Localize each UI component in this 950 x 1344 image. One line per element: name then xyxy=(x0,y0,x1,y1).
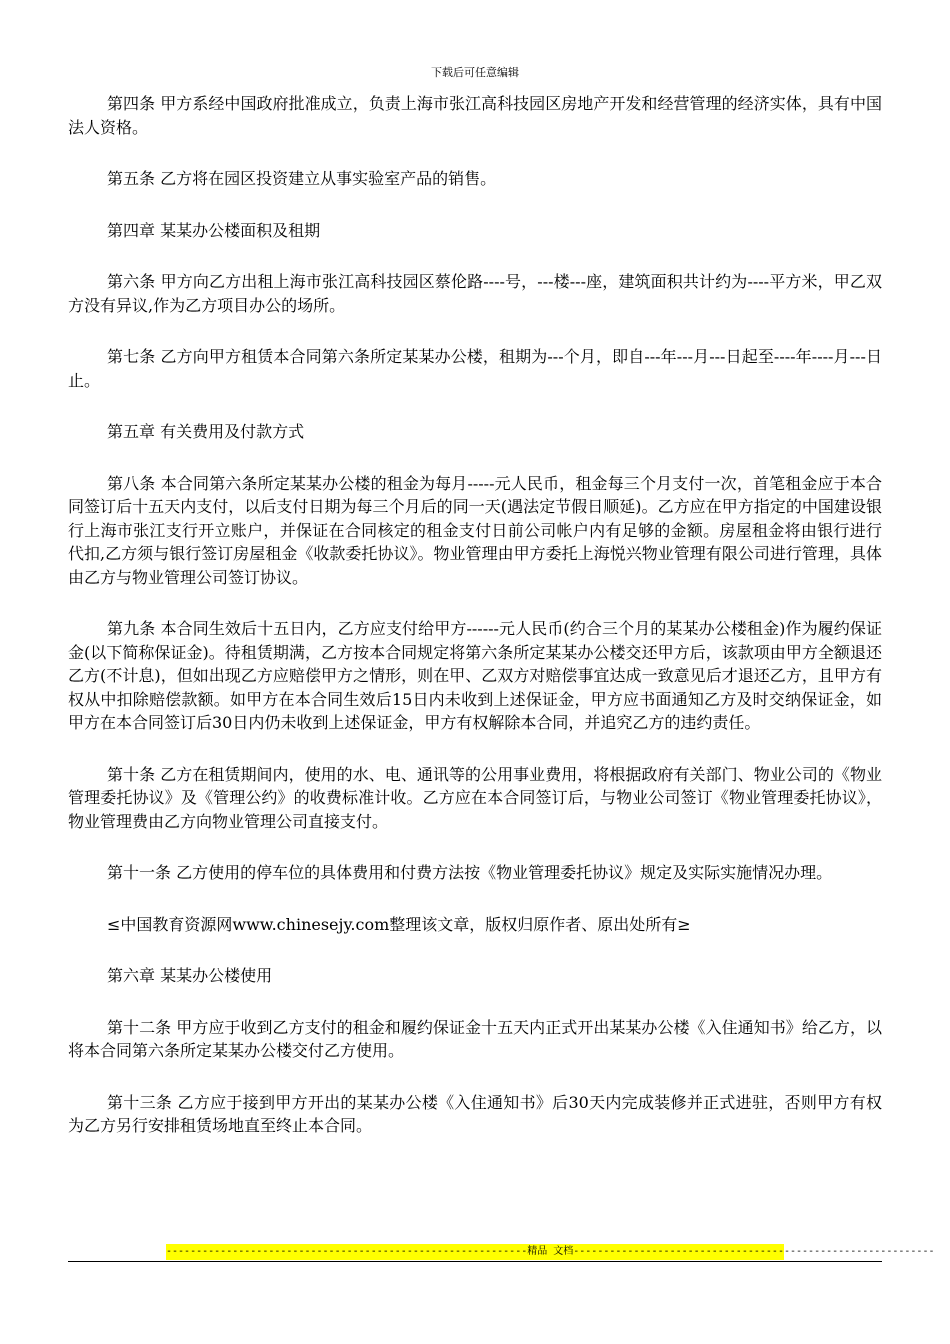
chapter-4-heading: 第四章 某某办公楼面积及租期 xyxy=(107,220,321,240)
article-4: 第四条 甲方系经中国政府批准成立，负责上海市张江高科技园区房地产开发和经营管理的经济实体，具有中国法人资格。 xyxy=(68,94,882,137)
article-8: 第八条 本合同第六条所定某某办公楼的租金为每月-----元人民币，租金每三个月支付一次，首笔租金应于本合同签订后十五天内支付，以后支付日期为每三个月后的同一天(遇法定节假日顺延)。乙方应在甲方指定的中国建设银行上海市张江支行开立账户，并保证在合同核定的租金支付日前公司帐户内有足够的金额。房屋租金将由银行进行代扣,乙方须与银行签订房屋租金《收款委托协议》。物业管理由甲方委托上海悦兴物业管理有限公司进行管理，具体由乙方与物业管理公司签订协议。 xyxy=(68,473,882,587)
article-11: 第十一条 乙方使用的停车位的具体费用和付费方法按《物业管理委托协议》规定及实际实施情况办理。 xyxy=(107,863,833,882)
article-13: 第十三条 乙方应于接到甲方开出的某某办公楼《入住通知书》后30天内完成装修并正式进驻，否则甲方有权为乙方另行安排租赁场地直至终止本合同。 xyxy=(68,1092,882,1135)
article-12: 第十二条 甲方应于收到乙方支付的租金和履约保证金十五天内正式开出某某办公楼《入住通知书》给乙方，以将本合同第六条所定某某办公楼交付乙方使用。 xyxy=(68,1017,882,1060)
article-10: 第十条 乙方在租赁期间内，使用的水、电、通讯等的公用事业费用，将根据政府有关部门、物业公司的《物业管理委托协议》及《管理公约》的收费标准计收。乙方应在本合同签订后，与物业公司签订《物业管理委托协议》，物业管理费由乙方向物业管理公司直接支付。 xyxy=(68,764,882,831)
footer-divider xyxy=(68,1261,882,1262)
page-header-note: 下载后可任意编辑 xyxy=(431,66,519,79)
chapter-6-heading: 第六章 某某办公楼使用 xyxy=(107,966,273,985)
article-9: 第九条 本合同生效后十五日内，乙方应支付给甲方------元人民币(约合三个月的某某办公楼租金)作为履约保证金(以下简称保证金)。待租赁期满，乙方按本合同规定将第六条所定某某办公楼交还甲方后，该款项由甲方全额退还乙方(不计息)，但如出现乙方应赔偿甲方之情形，则在甲、乙双方对赔偿事宜达成一致意见后才退还乙方，且甲方有权从中扣除赔偿款额。如甲方在本合同生效后15日内未收到上述保证金，甲方应书面通知乙方及时交纳保证金，如甲方在本合同签订后30日内仍未收到上述保证金，甲方有权解除本合同，并追究乙方的违约责任。 xyxy=(68,619,882,732)
chapter-5-heading: 第五章 有关费用及付款方式 xyxy=(107,422,305,441)
document-body xyxy=(68,92,882,1166)
article-7: 第七条 乙方向甲方租赁本合同第六条所定某某办公楼，租期为---个月，即自---年---月---日起至----年----月---日止。 xyxy=(68,347,882,390)
source-notice: ≤中国教育资源网www.chinesejy.com整理该文章，版权归原作者、原出处所有≥ xyxy=(107,914,691,934)
article-5: 第五条 乙方将在园区投资建立从事实验室产品的销售。 xyxy=(107,169,497,188)
footer-banner: ------------------------------------------------------------精品 文档------------------------------------------------------------ xyxy=(166,1244,784,1260)
article-6: 第六条 甲方向乙方出租上海市张江高科技园区蔡伦路----号，---楼---座，建筑面积共计约为----平方米，甲乙双方没有异议,作为乙方项目办公的场所。 xyxy=(68,272,882,315)
